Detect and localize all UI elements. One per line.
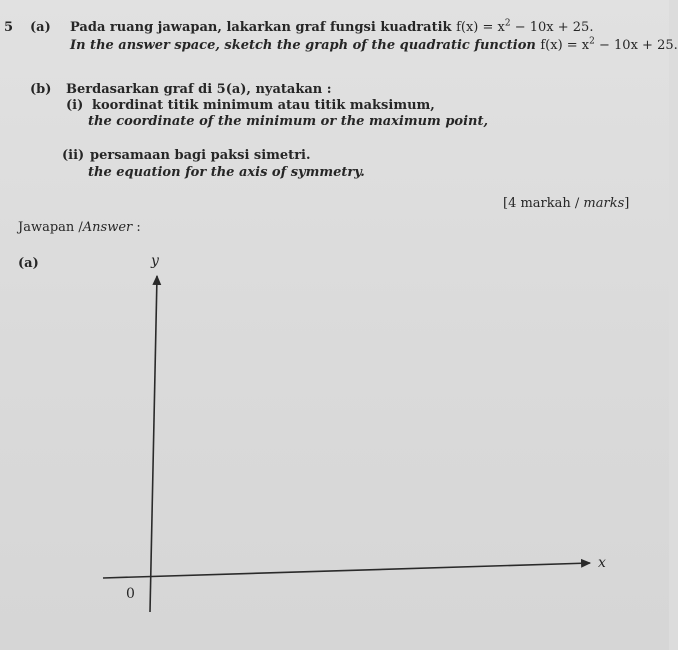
marks-allocation: [4 markah / marks]: [503, 196, 630, 211]
part-b-ii-english-text: the equation for the axis of symmetry.: [88, 165, 365, 180]
part-b-i-label: (i): [66, 98, 84, 113]
x-axis: [103, 563, 590, 578]
part-a-english-function: $f(x) = x^2 - 10x + 25$.: [540, 36, 678, 53]
part-b-i-malay-text: koordinat titik minimum atau titik maksimum,: [92, 98, 435, 113]
x-axis-label: x: [598, 555, 606, 571]
part-b-ii-malay-text: persamaan bagi paksi simetri.: [90, 148, 311, 163]
y-axis-label: y: [151, 253, 159, 269]
question-number: 5: [4, 20, 14, 35]
part-a-malay-body: Pada ruang jawapan, lakarkan graf fungsi kuadratik: [70, 20, 452, 35]
origin-label: 0: [126, 586, 135, 602]
part-b-malay-text: Berdasarkan graf di 5(a), nyatakan :: [66, 82, 332, 97]
y-axis: [150, 276, 157, 612]
part-b-label: (b): [30, 82, 52, 97]
answer-heading: Jawapan /Answer :: [18, 220, 141, 235]
part-a-malay-function: $f(x) = x^2 - 10x + 25$.: [456, 18, 594, 35]
part-a-label: (a): [30, 20, 51, 35]
part-b-ii-label: (ii): [62, 148, 85, 163]
part-b-i-english-text: the coordinate of the minimum or the maximum point,: [88, 114, 489, 129]
answer-part-a-label: (a): [18, 256, 39, 271]
part-a-english-body: In the answer space, sketch the graph of the quadratic function: [70, 38, 536, 53]
